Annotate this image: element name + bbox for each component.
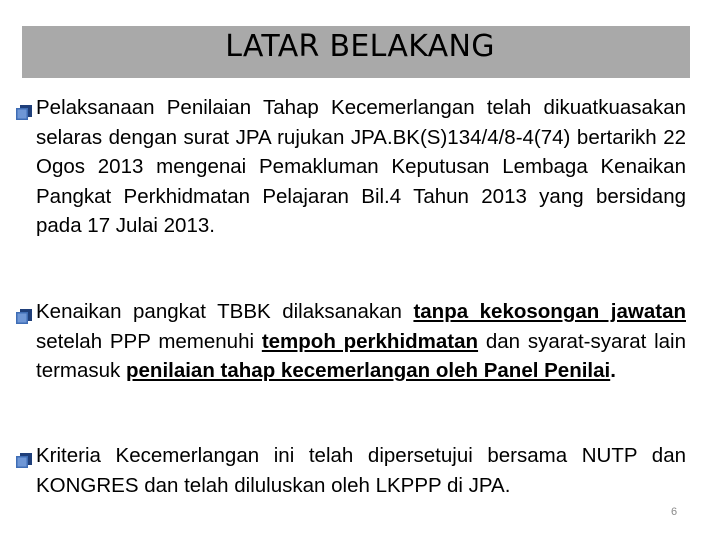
- slide-title: LATAR BELAKANG: [225, 29, 495, 64]
- bullet-text-2: [36, 297, 686, 386]
- emphasis-text: tanpa kekosongan jawatan: [413, 300, 686, 323]
- text-run: .: [610, 359, 616, 382]
- slide-number: 6: [670, 506, 678, 518]
- bullet-item-2: [14, 297, 686, 386]
- bullet-item-1: [14, 93, 686, 241]
- emphasis-text: tempoh perkhidmatan: [261, 329, 479, 353]
- bullet-item-3: [14, 441, 686, 500]
- checkbox-bullet-icon: [14, 100, 32, 116]
- emphasis-text: penilaian tahap kecemerlangan oleh Panel Penilai: [126, 359, 611, 382]
- bullet-text-3: Kriteria Kecemerlangan ini telah dipersetujui bersama NUTP dan KONGRES dan telah diluluskan oleh LKPPP di JPA.: [36, 444, 686, 497]
- bullet-text-1: Pelaksanaan Penilaian Tahap Kecemerlangan telah dikuatkuasakan selaras dengan surat JPA rujukan JPA.BK(S)134/4/8-4(74) bertarikh 22 Ogos 2013 mengenai Pemakluman Keputusan Lembaga Kenaikan Pangkat Perkhidmatan Pelajaran Bil.4 Tahun 2013 yang bersidang pada 17 Julai 2013.: [36, 96, 686, 237]
- text-run: dan syarat-syarat lain termasuk: [36, 329, 687, 382]
- text-run: Kenaikan pangkat TBBK dilaksanakan: [36, 300, 414, 323]
- checkbox-bullet-icon: [14, 304, 32, 320]
- checkbox-bullet-icon: [14, 448, 32, 464]
- text-run: setelah PPP memenuhi: [36, 329, 262, 353]
